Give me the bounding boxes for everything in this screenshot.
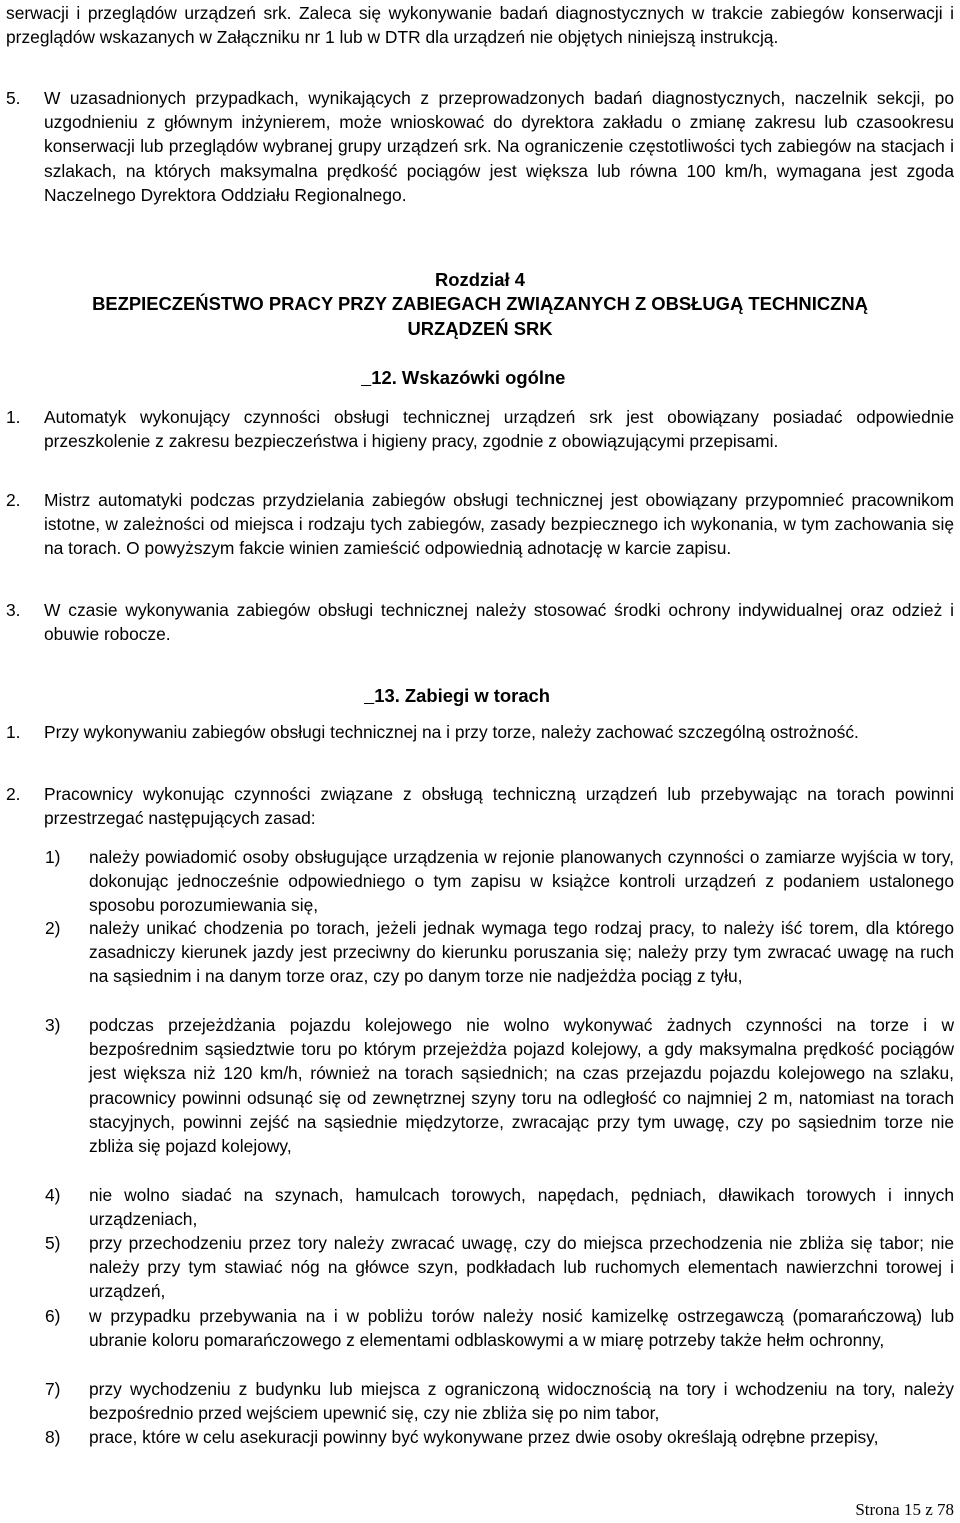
s12-item-2: 2. Mistrz automatyki podczas przydzielania zabiegów obsługi technicznej jest obowiązany przypomnieć pracownikom istotne, w zależności od miejsca i rodzaju tych zabiegów, zasady bezpiecznego ich wykonania, w tym zachowania się na torach. O powyższym fakcie winien zamieścić odpowiednią adnotację w karcie zapisu. bbox=[6, 490, 954, 559]
s12-item-1: 1. Automatyk wykonujący czynności obsługi technicznej urządzeń srk jest obowiązany posiadać odpowiednie przeszkolenie z zakresu bezpieczeństwa i higieny pracy, zgodnie z obowiązującymi przepisami. bbox=[6, 407, 954, 452]
list-item: 6) w przypadku przebywania na i w pobliżu torów należy nosić kamizelkę ostrzegawczą (pomarańczową) lub ubranie koloru pomarańczowego z elementami odblaskowymi a w miarę potrzeby także hełm ochronny, bbox=[45, 1306, 954, 1351]
s13-item-1: 1. Przy wykonywaniu zabiegów obsługi technicznej na i przy torze, należy zachować szczególną ostrożność. bbox=[6, 722, 859, 742]
item-number: 5. bbox=[6, 88, 21, 108]
section-12-title: 12. Wskazówki ogólne bbox=[371, 367, 566, 388]
list-item: 2) należy unikać chodzenia po torach, jeżeli jednak wymaga tego rodzaj pracy, to należy iść torem, dla którego zasadniczy kierunek jazdy jest przeciwny do kierunku poruszania się; należy przy tym zwracać uwagę na ruch na sąsiednim i na danym torze oraz, czy po danym torze nie nadjeżdża pociąg z tyłu, bbox=[45, 918, 954, 987]
list-item: 4) nie wolno siadać na szynach, hamulcach torowych, napędach, pędniach, dławikach torowych i innych urządzeniach, bbox=[45, 1185, 954, 1230]
list-item: 1) należy powiadomić osoby obsługujące urządzenia w rejonie planowanych czynności o zamiarze wyjścia w tory, dokonując jednocześnie odpowiedniego o tym zapisu w książce kontroli urządzeń z podaniem ustalonego sposobu porozumiewania się, bbox=[45, 847, 954, 916]
s12-item-3: 3. W czasie wykonywania zabiegów obsługi technicznej należy stosować środki ochrony indywidualnej oraz odzież i obuwie robocze. bbox=[6, 600, 954, 645]
list-item: 8) prace, które w celu asekuracji powinny być wykonywane przez dwie osoby określają odrębne przepisy, bbox=[45, 1427, 879, 1447]
list-item: 3) podczas przejeżdżania pojazdu kolejowego nie wolno wykonywać żadnych czynności na torze i w bezpośrednim sąsiedztwie toru po którym przejeżdża pojazd kolejowy, a gdy maksymalna prędkość pociągów jest większa niż 120 km/h, również na torach sąsiednich; na czas przejazdu pojazdu kolejowego na szlaku, pracownicy powinni odsunąć się od zewnętrznej szyny toru na odległość co najmniej 2 m, natomiast na torach stacyjnych, powinni zejść na sąsiednie międzytorze, zwracając przy tym uwagę, czy po sąsiednim torze nie zbliża się pojazd kolejowy, bbox=[45, 1015, 954, 1157]
s13-item-2: 2. Pracownicy wykonując czynności związane z obsługą techniczną urządzeń lub przebywając na torach powinni przestrzegać następujących zasad: bbox=[6, 784, 954, 829]
list-item: 7) przy wychodzeniu z budynku lub miejsca z ograniczoną widocznością na tory i wchodzeniu na tory, należy bezpośrednio przed wejściem upewnić się, czy nie zbliża się po nim tabor, bbox=[45, 1379, 954, 1424]
page-number: Strona 15 z 78 bbox=[855, 1500, 954, 1519]
item-5 bbox=[6, 86, 954, 207]
chapter-title-line2: URZĄDZEŃ SRK bbox=[407, 318, 553, 339]
item-text: W uzasadnionych przypadkach, wynikających z przeprowadzonych badań diagnostycznych, naczelnik sekcji, po uzgodnieniu z głównym inżynierem, może wnioskować do dyrektora zakładu o zmianę zakresu lub czasookresu konserwacji lub przeglądów wybranej grupy urządzeń srk. Na ograniczenie częstotliwości tych zabiegów na stacjach i szlakach, na których maksymalna prędkość pociągów jest większa lub równa 100 km/h, wymagana jest zgoda Naczelnego Dyrektora Oddziału Regionalnego. bbox=[44, 88, 954, 205]
list-item: 5) przy przechodzeniu przez tory należy zwracać uwagę, czy do miejsca przechodzenia nie zbliża się tabor; nie należy przy tym stawiać nóg na główce szyn, podkładach lub ruchomych elementach nawierzchni torowej i urządzeń, bbox=[45, 1233, 954, 1302]
chapter-label: Rozdział 4 bbox=[435, 269, 525, 290]
section-13-title: 13. Zabiegi w torach bbox=[374, 685, 551, 706]
intro-paragraph: serwacji i przeglądów urządzeń srk. Zaleca się wykonywanie badań diagnostycznych w trakcie zabiegów konserwacji i przeglądów wskazanych w Załączniku nr 1 lub w DTR dla urządzeń nie objętych niniejszą instrukcją. bbox=[6, 3, 954, 48]
chapter-title-line1: BEZPIECZEŃSTWO PRACY PRZY ZABIEGACH ZWIĄZANYCH Z OBSŁUGĄ TECHNICZNĄ bbox=[92, 293, 868, 314]
